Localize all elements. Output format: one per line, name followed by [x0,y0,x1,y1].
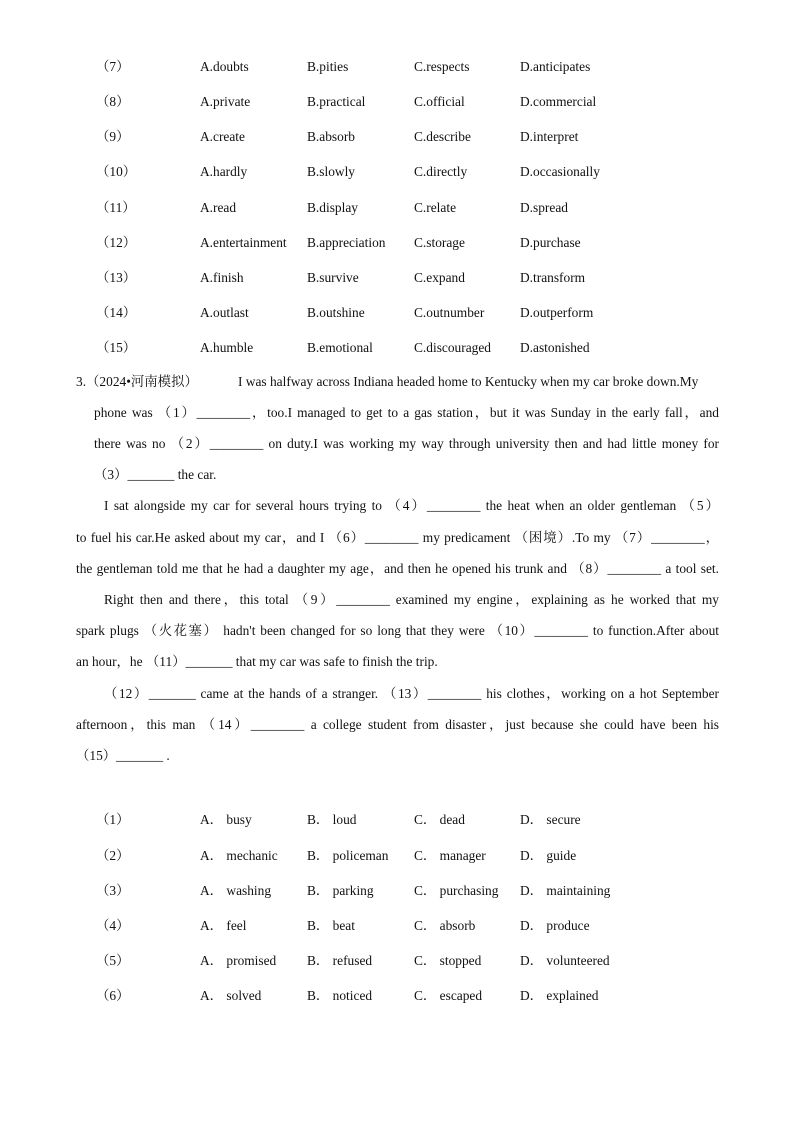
option-row [0,127,794,147]
option-c: C． manager [414,848,486,863]
option-row [0,198,794,218]
option-b: B.pities [307,59,349,74]
question-number: （14） [96,305,137,320]
option-a: A． mechanic [200,848,278,863]
option-a: A.private [200,94,251,109]
passage-line: to fuel his car.He asked about my car，and I （6）________ my predicament （困境）.To my （7）________， [76,530,719,545]
option-b: B.appreciation [307,235,386,250]
option-row [0,233,794,253]
option-b: B.survive [307,270,359,285]
option-d: D.purchase [520,235,581,250]
passage-line: （12）_______ came at the hands of a stranger. （13）________ his clothes，working on a hot September [104,686,719,701]
option-row [0,162,794,182]
option-d: D.outperform [520,305,594,320]
option-d: D． secure [520,812,581,827]
option-a: A.entertainment [200,235,287,250]
question-number: （3） [96,883,130,898]
question-number: （12） [96,235,137,250]
option-c: C． escaped [414,988,483,1003]
option-a: A.humble [200,340,254,355]
passage-line: phone was （1）________，too.I managed to get to a gas station，but it was Sunday in the early fall，and [94,405,719,420]
option-c: C． stopped [414,953,482,968]
option-row [0,92,794,112]
option-d: D.transform [520,270,586,285]
option-row [0,810,794,830]
option-d: D.commercial [520,94,597,109]
option-c: C.official [414,94,465,109]
question-number: （2） [96,848,130,863]
question-number: （8） [96,94,130,109]
option-b: B.display [307,200,358,215]
question-number: （15） [96,340,137,355]
option-c: C． dead [414,812,465,827]
passage-text: I was halfway across Indiana headed home to Kentucky when my car broke down.My [238,374,699,389]
passage-line: I sat alongside my car for several hours trying to （4）________ the heat when an older gentleman （5） [104,498,719,513]
passage-line [0,372,794,392]
option-d: D． produce [520,918,590,933]
option-b: B． noticed [307,988,373,1003]
option-d: D． explained [520,988,599,1003]
question-number: （9） [96,129,130,144]
option-d: D.spread [520,200,568,215]
option-c: C.respects [414,59,470,74]
option-row [0,846,794,866]
option-b: B.emotional [307,340,373,355]
question-number: （11） [96,200,136,215]
option-b: B.slowly [307,164,355,179]
option-c: C． absorb [414,918,476,933]
question-number: （5） [96,953,130,968]
question-number: （13） [96,270,137,285]
option-d: D． maintaining [520,883,611,898]
option-c: C.expand [414,270,465,285]
option-d: D.occasionally [520,164,600,179]
option-row [0,986,794,1006]
option-a: A.hardly [200,164,248,179]
option-d: D． volunteered [520,953,610,968]
question-number: （6） [96,988,130,1003]
option-row [0,338,794,358]
passage-line: afternoon，this man （14）________ a college student from disaster，just because she could have been his [76,717,719,732]
option-b: B.practical [307,94,366,109]
option-d: D.anticipates [520,59,591,74]
option-row [0,303,794,323]
passage-line: spark plugs （火花塞） hadn't been changed for so long that they were （10）________ to function.After about [76,623,719,638]
option-a: A． promised [200,953,277,968]
option-row [0,916,794,936]
option-d: D.astonished [520,340,590,355]
option-b: B.absorb [307,129,355,144]
passage-line: Right then and there，this total （9）________ examined my engine，explaining as he worked that my [104,592,719,607]
option-a: A． feel [200,918,247,933]
option-a: A． solved [200,988,262,1003]
option-b: B.outshine [307,305,365,320]
option-a: A.finish [200,270,244,285]
option-a: A.outlast [200,305,249,320]
question-number: （10） [96,164,137,179]
passage-line: （3）_______ the car. [94,467,217,482]
option-c: C.outnumber [414,305,485,320]
passage-line: an hour，he （11）_______ that my car was safe to finish the trip. [76,654,438,669]
passage-line: （15）_______ . [76,748,170,763]
passage-line: the gentleman told me that he had a daughter my age，and then he opened his trunk and （8）________ a tool set. [76,561,719,576]
question-label: 3.（2024•河南模拟） [76,374,198,389]
option-b: B． beat [307,918,355,933]
option-row [0,881,794,901]
option-row [0,57,794,77]
option-c: C.directly [414,164,468,179]
question-number: （1） [96,812,130,827]
option-c: C.relate [414,200,457,215]
option-c: C.storage [414,235,465,250]
option-c: C.discouraged [414,340,491,355]
option-b: B． refused [307,953,373,968]
option-a: A.read [200,200,237,215]
option-d: D.interpret [520,129,579,144]
option-b: B． loud [307,812,357,827]
option-a: A． washing [200,883,272,898]
question-number: （4） [96,918,130,933]
option-b: B． parking [307,883,374,898]
option-row [0,951,794,971]
option-d: D． guide [520,848,577,863]
question-number: （7） [96,59,130,74]
option-row [0,268,794,288]
option-c: C． purchasing [414,883,499,898]
option-a: A． busy [200,812,252,827]
passage-line: there was no （2）________ on duty.I was working my way through university then and had little money for [94,436,719,451]
option-a: A.doubts [200,59,249,74]
option-a: A.create [200,129,245,144]
option-c: C.describe [414,129,471,144]
option-b: B． policeman [307,848,389,863]
